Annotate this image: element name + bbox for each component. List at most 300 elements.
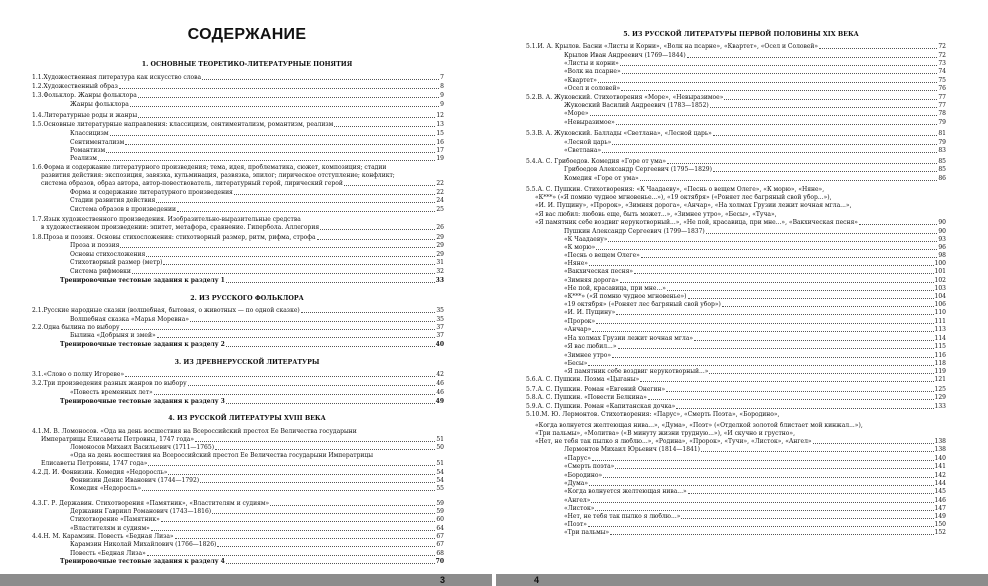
toc-entry-page: 114 — [934, 335, 946, 342]
toc-entry-title: Проза и поэзия — [70, 242, 120, 249]
toc-entry — [564, 513, 946, 521]
toc-entry-title: «Лесной царь» — [564, 139, 612, 146]
toc-dot-leader — [694, 340, 933, 341]
toc-entry — [564, 102, 946, 110]
toc-entry — [564, 368, 946, 376]
toc-dot-leader — [120, 247, 435, 248]
toc-dot-leader — [713, 171, 937, 172]
toc-dot-leader — [202, 79, 439, 80]
toc-dot-leader — [177, 211, 435, 212]
toc-entry-title: Основные литературные направления: классицизм, сентиментализм, романтизм, реализм — [43, 121, 334, 128]
toc-dot-leader — [596, 323, 933, 324]
toc-entry — [32, 533, 444, 541]
toc-dot-leader — [168, 474, 435, 475]
toc-entry-title: «Три пальмы» — [564, 529, 610, 536]
toc-entry-page: 67 — [436, 541, 444, 548]
toc-dot-leader — [157, 337, 436, 338]
toc-entry — [564, 147, 946, 155]
toc-entry-page: 83 — [938, 147, 946, 154]
toc-entry-title: «Песнь о вещем Олеге» — [564, 252, 640, 259]
toc-entry-number: 1.7. — [32, 216, 44, 223]
toc-entry — [564, 505, 946, 513]
toc-entry-title: И. А. Крылов. Басни «Листы и Корни», «Волк на псарне», «Квартет», «Осел и Соловей» — [537, 43, 819, 50]
toc-entry — [526, 186, 946, 194]
toc-entry-page: 37 — [436, 332, 444, 339]
toc-entry-title: Стадии развития действия — [70, 197, 156, 204]
toc-entry-page: 72 — [938, 43, 946, 50]
toc-entry-page: 60 — [436, 516, 444, 523]
toc-dot-leader — [147, 555, 436, 556]
toc-entry — [70, 268, 444, 276]
toc-entry-title: «Бородино» — [564, 472, 603, 479]
toc-dot-leader — [592, 460, 934, 461]
toc-dot-leader — [687, 57, 938, 58]
toc-entry-title: Жанры фольклора — [70, 101, 129, 108]
toc-entry-page: 9 — [440, 101, 444, 108]
toc-entry-title: «Нет, не тебя так пылко я люблю...», «Родина», «Пророк», «Тучи», «Листок», «Ангел» — [535, 438, 812, 445]
toc-entry-title: «Нет, не тебя так пылко я люблю...» — [564, 513, 681, 520]
toc-entry — [70, 485, 444, 493]
toc-entry-title: «К***» («Я помню чудное мгновенье...»), «19 октября» («Роняет лес багряный свой убор...»), — [535, 194, 832, 201]
toc-entry-number: 3.1. — [32, 371, 44, 378]
toc-entry-title: «Ода на день восшествия на Всероссийский престол Ее Величества государыни Императрицы — [70, 452, 374, 459]
toc-entry-page: 72 — [938, 52, 946, 59]
toc-entry-title: «Квартет» — [564, 77, 597, 84]
toc-entry-title: Литературные роды и жанры — [43, 112, 138, 119]
toc-entry-page: 40 — [435, 341, 444, 348]
toc-entry-title: Тренировочные тестовые задания к разделу 2 — [60, 341, 225, 348]
toc-entry-page: 125 — [934, 386, 946, 393]
toc-dot-leader — [200, 482, 435, 483]
toc-entry-title: «Повесть временных лет» — [70, 389, 153, 396]
toc-entry — [41, 172, 444, 180]
toc-dot-leader — [589, 265, 934, 266]
toc-dot-leader — [161, 521, 436, 522]
toc-entry-title: Н. М. Карамзин. Повесть «Бедная Лиза» — [43, 533, 174, 540]
toc-dot-leader — [612, 144, 937, 145]
toc-entry-title: В. А. Жуковский. Баллады «Светлана», «Лесной царь» — [537, 130, 712, 137]
toc-entry-title: Д. И. Фонвизин. Комедия «Недоросль» — [43, 469, 168, 476]
toc-entry-number: 4.3. — [32, 500, 44, 507]
toc-dot-leader — [819, 48, 937, 49]
toc-entry-page: 46 — [436, 389, 444, 396]
toc-entry — [32, 216, 444, 224]
toc-entry-title: «Бесы» — [564, 360, 588, 367]
toc-entry-page: 141 — [934, 463, 946, 470]
toc-entry-number: 5.7. — [526, 386, 538, 393]
toc-entry — [535, 438, 946, 446]
toc-entry-number: 5.2. — [526, 94, 538, 101]
toc-entry — [70, 130, 444, 138]
toc-entry — [564, 260, 946, 268]
toc-entry-title: Державин Гавриил Романович (1743—1816) — [70, 508, 212, 515]
toc-entry-page: 106 — [934, 301, 946, 308]
toc-entry — [70, 139, 444, 147]
toc-dot-leader — [610, 534, 933, 535]
toc-entry — [564, 352, 946, 360]
toc-dot-leader — [701, 451, 934, 452]
toc-dot-leader — [148, 465, 435, 466]
toc-dot-leader — [608, 241, 937, 242]
toc-entry — [564, 455, 946, 463]
toc-entry-title: Фольклор. Жанры фольклора — [43, 92, 137, 99]
toc-dot-leader — [688, 298, 934, 299]
toc-entry — [70, 206, 444, 214]
toc-entry — [564, 488, 946, 496]
toc-entry-page: 144 — [934, 480, 946, 487]
toc-entry-page: 76 — [938, 85, 946, 92]
toc-entry — [70, 389, 444, 397]
toc-entry — [564, 119, 946, 127]
toc-dot-leader — [110, 135, 436, 136]
toc-entry-page: 73 — [938, 60, 946, 67]
section-heading-2: 2. ИЗ РУССКОГО ФОЛЬКЛОРА — [190, 295, 304, 302]
toc-entry-title: «Парус» — [564, 455, 591, 462]
toc-entry-page: 90 — [938, 219, 946, 226]
toc-dot-leader — [130, 106, 439, 107]
toc-entry — [526, 386, 946, 394]
toc-dot-leader — [813, 443, 934, 444]
toc-entry — [564, 463, 946, 471]
toc-entry-title: «Я памятник себе воздвиг нерукотворный...», «Не пой, красавица, при мне...», «Вакхическая песня» — [535, 219, 858, 226]
toc-entry-page: 103 — [934, 285, 946, 292]
toc-entry-title: «Поэт» — [564, 521, 587, 528]
toc-entry — [564, 301, 946, 309]
toc-entry — [70, 155, 444, 163]
toc-entry — [564, 268, 946, 276]
toc-entry — [564, 228, 946, 236]
section-heading-1: 1. ОСНОВНЫЕ ТЕОРЕТИКО-ЛИТЕРАТУРНЫЕ ПОНЯТИЯ — [141, 61, 353, 68]
toc-entry-page: 85 — [938, 158, 946, 165]
toc-entry-title: «К Чаадаеву» — [564, 236, 608, 243]
toc-entry-title: Три произведения разных жанров по выбору — [43, 380, 187, 387]
toc-entry-title: «Я вас любил: любовь еще, быть может...», «Зимнее утро», «Бесы», «Туча», — [535, 211, 777, 218]
toc-entry-number: 1.8. — [32, 234, 44, 241]
toc-entry-title: А. С. Пушкин. Роман «Капитанская дочка» — [537, 403, 676, 410]
toc-entry-number: 1.5. — [32, 121, 44, 128]
toc-entry-page: 96 — [938, 244, 946, 251]
toc-entry — [564, 497, 946, 505]
page-title: СОДЕРЖАНИЕ — [187, 26, 307, 43]
toc-entry — [535, 219, 946, 227]
toc-entry-page: 81 — [938, 130, 946, 137]
toc-entry-title: Реализм — [70, 155, 97, 162]
toc-entry — [60, 398, 444, 406]
toc-dot-leader — [226, 346, 435, 347]
toc-dot-leader — [98, 160, 435, 161]
toc-entry — [60, 277, 444, 285]
toc-entry-title: «Когда волнуется желтеющая нива...» — [564, 488, 687, 495]
toc-entry — [564, 335, 946, 343]
section-heading-5: 5. ИЗ РУССКОЙ ЛИТЕРАТУРЫ ПЕРВОЙ ПОЛОВИНЫ XIX ВЕКА — [623, 31, 859, 38]
toc-entry — [564, 360, 946, 368]
toc-entry-number: 1.2. — [32, 83, 44, 90]
toc-dot-leader — [138, 97, 439, 98]
toc-dot-leader — [589, 485, 934, 486]
toc-entry-title: «И. И. Пущину», «Пророк», «Зимняя дорога», «Анчар», «На холмах Грузии лежит ночная мгла...», — [535, 202, 852, 209]
toc-entry-page: 35 — [436, 307, 444, 314]
toc-entry-page: 22 — [436, 180, 444, 187]
toc-entry — [535, 202, 946, 210]
toc-dot-leader — [125, 144, 435, 145]
toc-entry-page: 54 — [436, 469, 444, 476]
toc-entry-page: 19 — [436, 155, 444, 162]
toc-entry-title: Былина «Добрыня и змей» — [70, 332, 156, 339]
toc-entry-page: 138 — [934, 446, 946, 453]
toc-entry-title: «Слово о полку Игореве» — [43, 371, 125, 378]
toc-entry-page: 138 — [934, 438, 946, 445]
toc-entry-title: Романтизм — [70, 147, 106, 154]
toc-dot-leader — [602, 152, 937, 153]
toc-entry-title: Жуковский Василий Андреевич (1783—1852) — [564, 102, 709, 109]
toc-entry — [32, 371, 444, 379]
toc-entry — [70, 516, 444, 524]
toc-dot-leader — [217, 546, 435, 547]
toc-entry-number: 4.4. — [32, 533, 44, 540]
toc-entry-page: 113 — [934, 326, 946, 333]
toc-entry-page: 119 — [934, 368, 946, 375]
toc-dot-leader — [142, 490, 435, 491]
toc-dot-leader — [709, 373, 933, 374]
toc-entry-page: 15 — [436, 130, 444, 137]
toc-entry — [526, 376, 946, 384]
toc-dot-leader — [301, 312, 436, 313]
toc-dot-leader — [156, 202, 435, 203]
toc-entry-title: А. С. Пушкин. «Повести Белкина» — [537, 394, 647, 401]
toc-entry-title: Одна былина по выбору — [43, 324, 120, 331]
toc-entry-number: 4.2. — [32, 469, 44, 476]
toc-dot-leader — [616, 314, 933, 315]
toc-entry-page: 59 — [436, 508, 444, 515]
toc-entry — [564, 309, 946, 317]
toc-entry-page: 25 — [436, 206, 444, 213]
toc-entry — [70, 444, 444, 452]
toc-dot-leader — [320, 229, 435, 230]
toc-entry-title: М. В. Ломоносов. «Ода на день восшествия на Всероссийский престол Ее Величества государыни — [43, 428, 357, 435]
toc-entry-page: 110 — [934, 309, 946, 316]
toc-entry-title: Комедия «Недоросль» — [70, 485, 142, 492]
toc-entry-number: 4.1. — [32, 428, 44, 435]
toc-entry-title: Стихотворный размер (метр) — [70, 259, 163, 266]
toc-entry-title: развития действия: экспозиция, завязка, кульминация, развязка, эпилог; лирическое отступление; конфликт; — [41, 172, 395, 179]
toc-entry-number: 5.4. — [526, 158, 538, 165]
toc-entry-title: «Анчар» — [564, 326, 592, 333]
toc-entry-title: «Няне» — [564, 260, 588, 267]
toc-entry-page: 59 — [436, 500, 444, 507]
toc-entry-page: 90 — [938, 228, 946, 235]
toc-dot-leader — [592, 331, 933, 332]
toc-entry-page: 67 — [436, 533, 444, 540]
toc-entry-page: 86 — [938, 175, 946, 182]
toc-entry-title: «Осел и соловей» — [564, 85, 621, 92]
toc-entry-page: 26 — [436, 224, 444, 231]
toc-entry-title: «Дума» — [564, 480, 588, 487]
toc-entry-page: 98 — [938, 252, 946, 259]
toc-dot-leader — [226, 282, 435, 283]
toc-entry-title: Проза и поэзия. Основы стихосложения: стихотворный размер, ритм, рифма, строфа — [43, 234, 316, 241]
toc-entry — [32, 380, 444, 388]
toc-entry-page: 46 — [436, 380, 444, 387]
toc-entry-page: 79 — [938, 139, 946, 146]
toc-entry — [32, 164, 444, 172]
toc-entry — [70, 316, 444, 324]
toc-entry — [60, 341, 444, 349]
toc-entry-page: 37 — [436, 324, 444, 331]
toc-entry — [70, 251, 444, 259]
toc-entry-title: Стихотворение «Памятник» — [70, 516, 160, 523]
toc-dot-leader — [598, 82, 937, 83]
toc-entry — [564, 318, 946, 326]
toc-entry — [564, 244, 946, 252]
section-heading-4: 4. ИЗ РУССКОЙ ЛИТЕРАТУРЫ XVIII ВЕКА — [168, 415, 326, 422]
toc-dot-leader — [195, 441, 435, 442]
toc-entry-title: «Вакхическая песня» — [564, 268, 634, 275]
toc-entry — [564, 343, 946, 351]
toc-entry — [41, 224, 444, 232]
toc-entry-page: 77 — [938, 102, 946, 109]
toc-entry-title: Повесть «Бедная Лиза» — [70, 550, 146, 557]
toc-entry — [564, 326, 946, 334]
toc-entry-page: 133 — [934, 403, 946, 410]
footer-bar-left — [0, 574, 492, 586]
left-page — [0, 0, 494, 574]
toc-entry-title: «На холмах Грузии лежит ночная мгла» — [564, 335, 694, 342]
toc-dot-leader — [146, 256, 435, 257]
toc-dot-leader — [591, 502, 933, 503]
toc-entry-title: Сентиментализм — [70, 139, 125, 146]
toc-entry-title: «Ангел» — [564, 497, 591, 504]
toc-entry-page: 31 — [436, 259, 444, 266]
toc-entry-page: 150 — [934, 521, 946, 528]
toc-entry-page: 29 — [436, 234, 444, 241]
toc-entry — [564, 446, 946, 454]
toc-entry — [564, 77, 946, 85]
toc-entry-number: 1.6. — [32, 164, 44, 171]
toc-entry-title: А. С. Грибоедов. Комедия «Горе от ума» — [537, 158, 667, 165]
toc-entry — [526, 43, 946, 51]
toc-entry-number: 1.4. — [32, 112, 44, 119]
toc-entry — [526, 130, 946, 138]
toc-entry-page: 129 — [934, 394, 946, 401]
toc-entry-page: 17 — [436, 147, 444, 154]
toc-entry-page: 149 — [934, 513, 946, 520]
toc-entry-page: 9 — [440, 92, 444, 99]
toc-entry — [41, 460, 444, 468]
toc-entry-page: 51 — [436, 436, 444, 443]
toc-entry — [564, 521, 946, 529]
toc-entry-title: Карамзин Николай Михайлович (1766—1826) — [70, 541, 217, 548]
footer-bar-right — [496, 574, 988, 586]
toc-entry-title: Волшебная сказка «Марья Моревна» — [70, 316, 190, 323]
toc-entry-title: «Смерть поэта» — [564, 463, 615, 470]
toc-entry-title: Художественная литература как искусство слова — [43, 74, 202, 81]
toc-dot-leader — [317, 239, 436, 240]
toc-entry-page: 146 — [934, 497, 946, 504]
toc-entry-title: Язык художественного произведения. Изобразительно-выразительные средства — [43, 216, 301, 223]
toc-dot-leader — [618, 348, 934, 349]
toc-entry-title: Фонвизин Денис Иванович (1744—1792) — [70, 477, 200, 484]
toc-entry-title: «Пророк» — [564, 318, 596, 325]
toc-dot-leader — [151, 530, 436, 531]
toc-entry-page: 102 — [934, 277, 946, 284]
page-number-right: 4 — [534, 575, 540, 585]
toc-entry — [32, 307, 444, 315]
toc-entry-title: Форма и содержание литературного произведения; тема, идея, проблематика, сюжет, композиция; стадии — [43, 164, 387, 171]
toc-entry-number: 5.3. — [526, 130, 538, 137]
toc-entry-page: 93 — [938, 236, 946, 243]
toc-entry-page: 118 — [934, 360, 946, 367]
toc-entry-number: 1.1. — [32, 74, 44, 81]
toc-entry-title: «Когда волнуется желтеющая нива...», «Дума», «Поэт» («Отделкой золотой блистает мой кинжал...»), — [535, 422, 863, 429]
toc-entry — [32, 500, 444, 508]
toc-entry-number: 2.2. — [32, 324, 44, 331]
toc-dot-leader — [622, 73, 938, 74]
toc-entry — [526, 411, 946, 419]
toc-dot-leader — [234, 194, 436, 195]
toc-entry-title: Тренировочные тестовые задания к разделу 4 — [60, 558, 225, 565]
toc-entry-page: 121 — [934, 376, 946, 383]
toc-entry — [60, 558, 444, 566]
toc-entry-page: 142 — [934, 472, 946, 479]
toc-entry-title: Система образов в произведении — [70, 206, 176, 213]
toc-dot-leader — [270, 505, 435, 506]
toc-entry — [32, 92, 444, 100]
toc-entry — [32, 234, 444, 242]
toc-entry-page: 79 — [938, 119, 946, 126]
toc-entry — [70, 332, 444, 340]
toc-entry — [564, 252, 946, 260]
toc-entry — [70, 101, 444, 109]
toc-entry-title: Грибоедов Александр Сергеевич (1795—1829) — [564, 166, 712, 173]
toc-entry-number: 1.3. — [32, 92, 44, 99]
toc-entry-page: 50 — [436, 444, 444, 451]
toc-entry-page: 104 — [934, 293, 946, 300]
toc-entry-title: Пушкин Александр Сергеевич (1799—1837) — [564, 228, 705, 235]
toc-entry — [32, 324, 444, 332]
toc-entry — [32, 469, 444, 477]
toc-dot-leader — [154, 394, 436, 395]
toc-dot-leader — [226, 563, 435, 564]
toc-entry — [564, 480, 946, 488]
toc-entry-page: 116 — [934, 352, 946, 359]
toc-dot-leader — [724, 99, 937, 100]
toc-dot-leader — [215, 449, 435, 450]
toc-dot-leader — [620, 65, 938, 66]
toc-entry — [535, 430, 946, 438]
toc-entry-title: Форма и содержание литературного произведения — [70, 189, 233, 196]
toc-entry-title: «Я вас любил...» — [564, 343, 617, 350]
toc-entry-title: «Я памятник себе воздвиг нерукотворный...» — [564, 368, 709, 375]
toc-entry-page: 54 — [436, 477, 444, 484]
toc-entry — [41, 436, 444, 444]
toc-entry-number: 2.1. — [32, 307, 44, 314]
toc-entry — [564, 52, 946, 60]
toc-entry-page: 8 — [440, 83, 444, 90]
toc-entry — [32, 121, 444, 129]
toc-entry-title: «К морю» — [564, 244, 596, 251]
toc-entry-title: А. С. Пушкин. Стихотворения: «К Чаадаеву», «Песнь о вещем Олеге», «К морю», «Няне», — [537, 186, 825, 193]
toc-dot-leader — [163, 264, 435, 265]
toc-dot-leader — [722, 306, 934, 307]
toc-entry — [564, 85, 946, 93]
toc-entry-title: А. С. Пушкин. Роман «Евгений Онегин» — [537, 386, 666, 393]
toc-entry — [564, 139, 946, 147]
toc-dot-leader — [667, 163, 937, 164]
toc-entry — [32, 83, 444, 91]
toc-entry — [564, 175, 946, 183]
toc-entry-title: «19 октября» («Роняет лес багряный свой убор») — [564, 301, 721, 308]
toc-entry-page: 115 — [934, 343, 946, 350]
